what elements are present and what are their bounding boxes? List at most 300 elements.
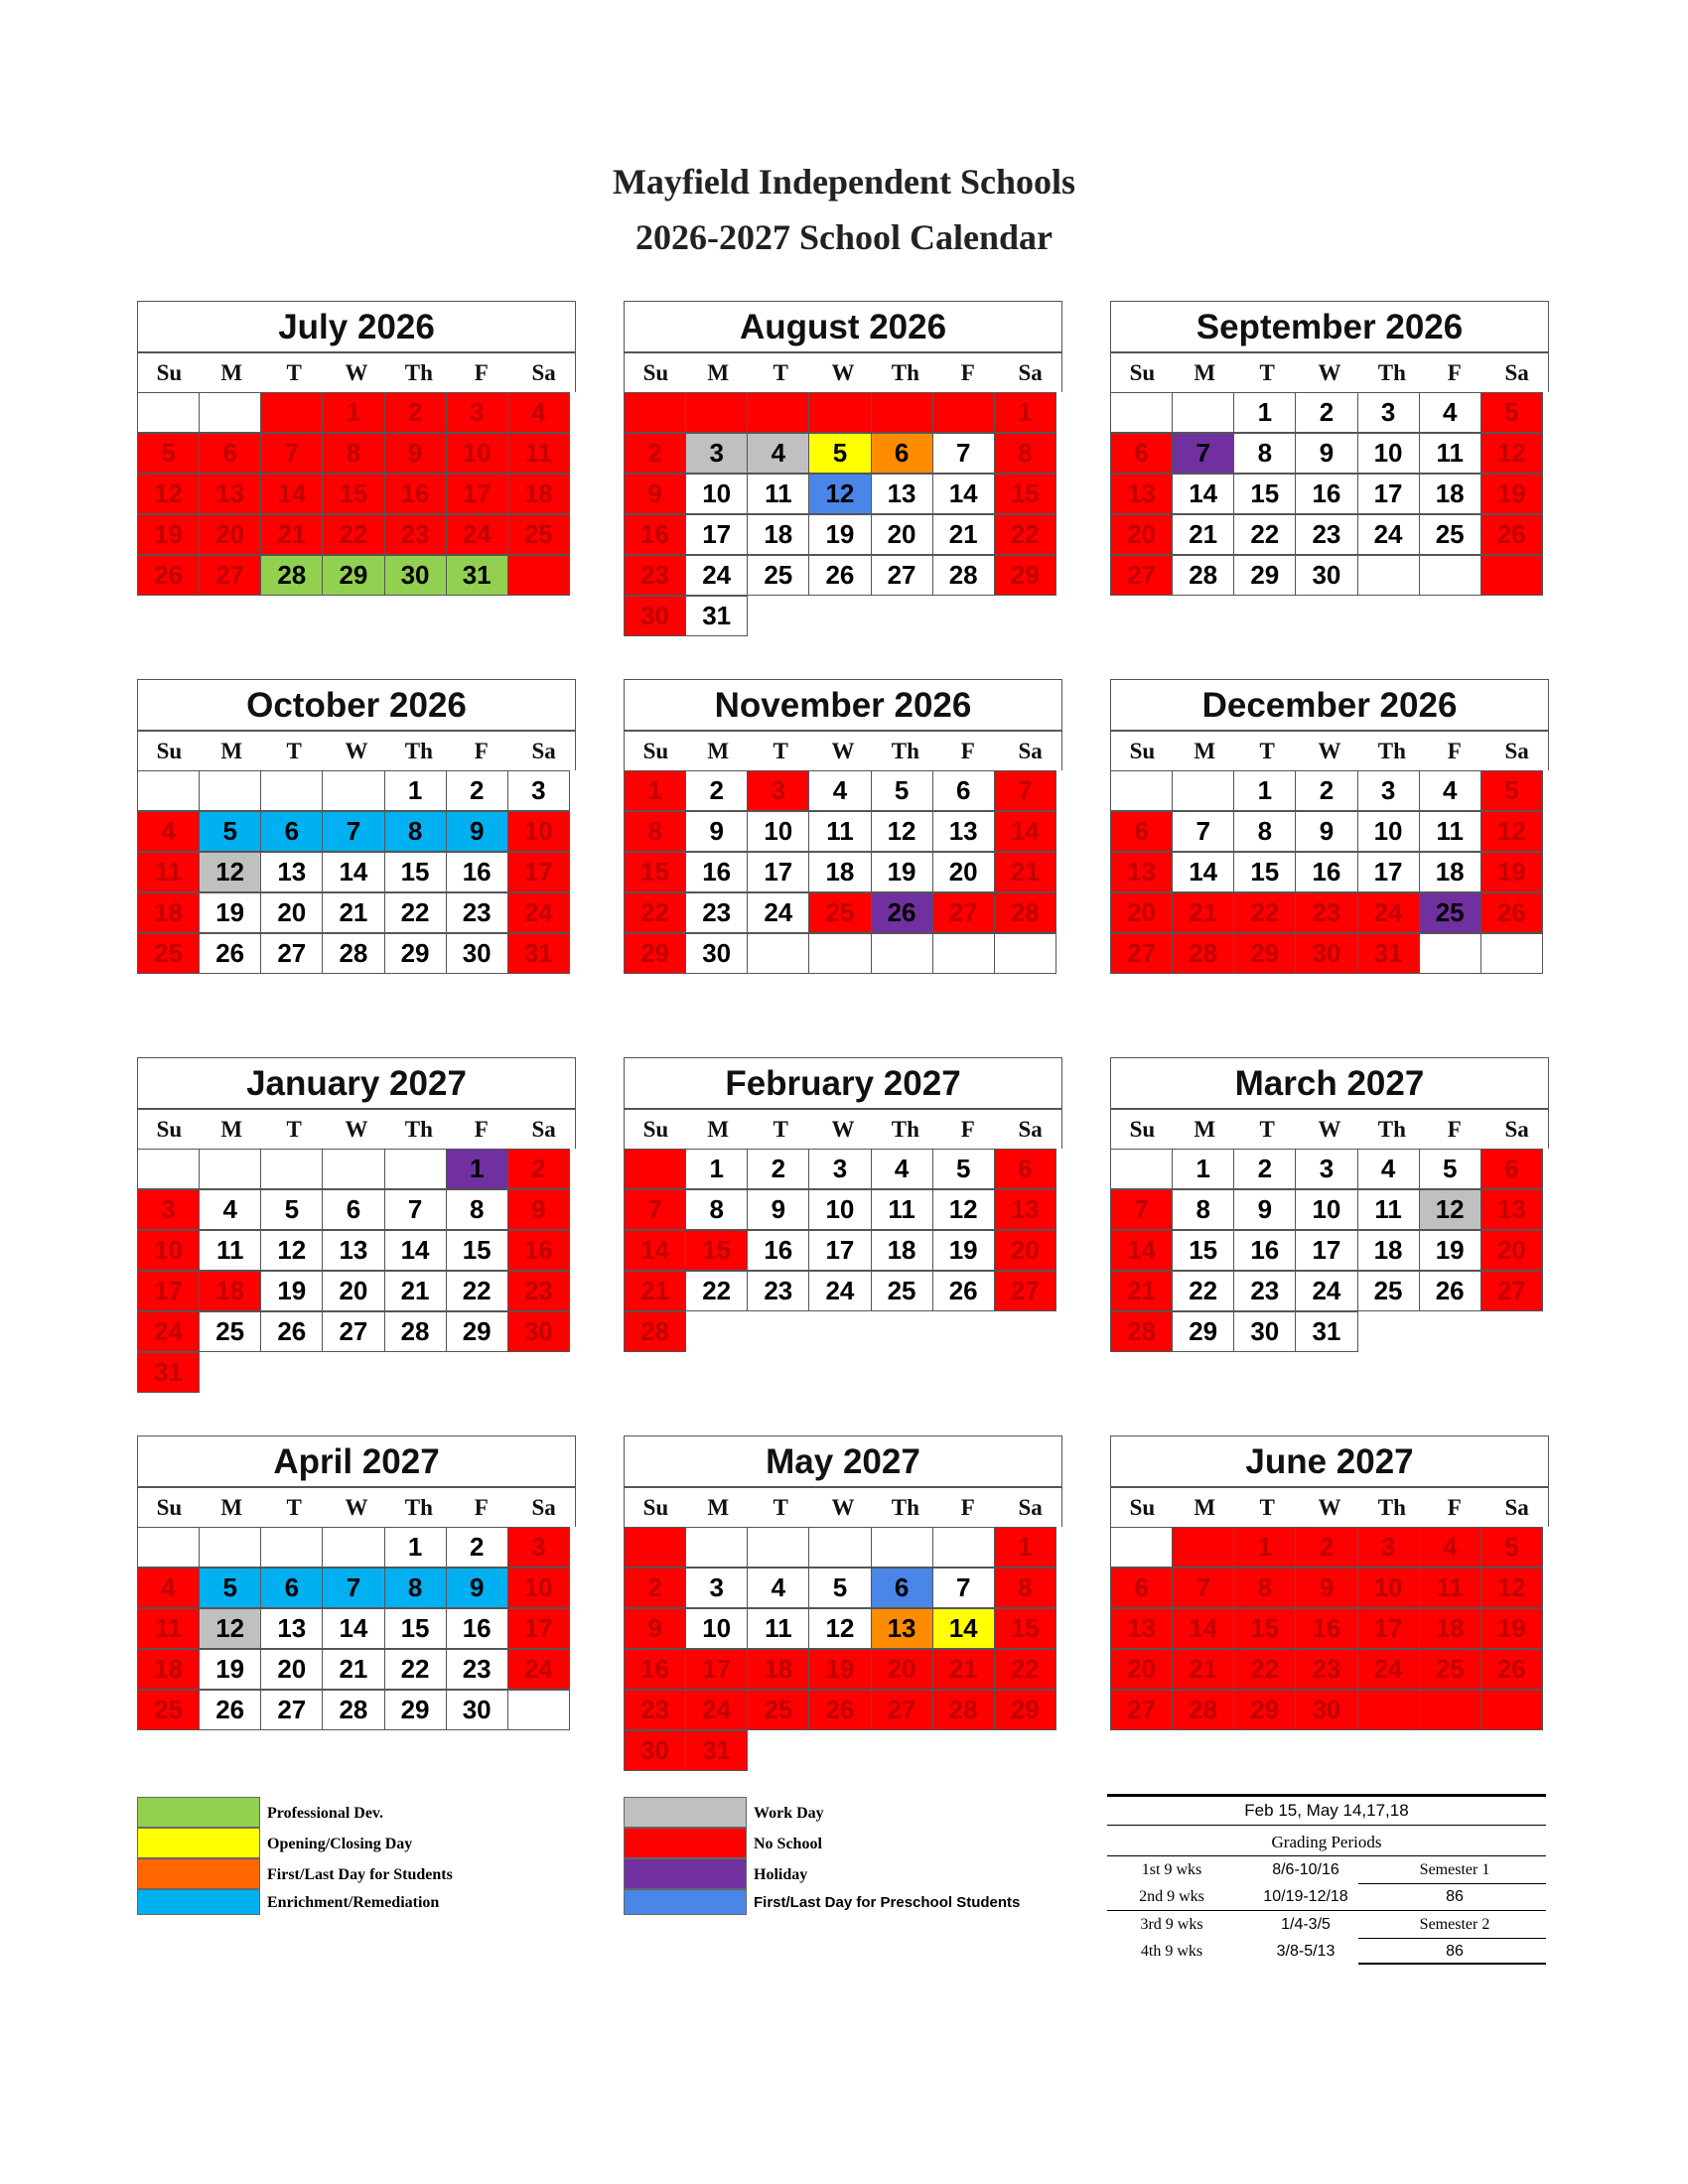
day-cell: 2 <box>685 770 748 811</box>
weekday-label: Th <box>1377 739 1406 763</box>
day-cell: 1 <box>994 1527 1056 1568</box>
day-cell: 31 <box>446 555 508 596</box>
day-cell: 2 <box>624 1568 686 1608</box>
day-cell: 23 <box>446 1649 508 1690</box>
day-cell: 21 <box>1172 1649 1234 1690</box>
day-cell: 1 <box>322 392 384 433</box>
day-cell: 2 <box>446 770 508 811</box>
semester-days: 86 <box>1446 1943 1464 1960</box>
day-cell: 7 <box>932 433 995 474</box>
day-cell: 23 <box>624 1690 686 1730</box>
day-cell: 1 <box>624 770 686 811</box>
day-cell: 1 <box>384 1527 447 1568</box>
day-cell <box>322 1149 384 1189</box>
weekday-label: Su <box>642 1117 669 1142</box>
day-cell: 6 <box>871 433 933 474</box>
day-cell: 28 <box>932 1690 995 1730</box>
day-cell: 22 <box>322 514 384 555</box>
day-cell: 23 <box>624 555 686 596</box>
weekday-label: F <box>960 1117 975 1142</box>
weekday-label: Th <box>404 1117 433 1142</box>
day-cell: 19 <box>1419 1230 1481 1271</box>
week-row <box>1110 1189 1549 1230</box>
weekday-label: F <box>1447 360 1462 385</box>
weekday-label: F <box>474 360 489 385</box>
day-cell: 21 <box>384 1271 447 1311</box>
day-cell <box>507 555 570 596</box>
makeup-days: Feb 15, May 14,17,18 <box>1107 1794 1546 1826</box>
day-cell: 25 <box>871 1271 933 1311</box>
empty-space <box>932 1311 995 1352</box>
day-cell: 9 <box>1295 433 1357 474</box>
day-cell <box>871 1527 933 1568</box>
month-title: September 2026 <box>1110 301 1549 352</box>
day-cell <box>747 392 809 433</box>
empty-space <box>747 1730 809 1771</box>
day-cell: 13 <box>199 474 261 514</box>
week-row <box>137 433 576 474</box>
weekday-label: Th <box>891 1117 919 1142</box>
day-cell <box>1480 933 1543 974</box>
day-cell: 3 <box>1357 770 1420 811</box>
day-cell: 16 <box>446 1608 508 1649</box>
day-cell <box>747 933 809 974</box>
day-cell <box>808 392 871 433</box>
day-cell: 7 <box>322 1568 384 1608</box>
empty-space <box>994 1730 1056 1771</box>
weekday-label: Su <box>642 739 669 763</box>
week-row <box>624 433 1062 474</box>
weekday-header <box>137 1109 576 1149</box>
day-cell: 27 <box>260 933 323 974</box>
day-cell: 26 <box>260 1311 323 1352</box>
day-cell <box>1480 555 1543 596</box>
legend-swatch <box>137 1828 260 1858</box>
day-cell: 6 <box>260 811 323 852</box>
day-cell: 30 <box>507 1311 570 1352</box>
weekday-label: Th <box>404 360 433 385</box>
weekday-label: W <box>345 360 368 385</box>
day-cell: 23 <box>747 1271 809 1311</box>
weekday-label: W <box>831 1117 855 1142</box>
legend-swatch <box>624 1889 747 1915</box>
day-cell: 8 <box>1172 1189 1234 1230</box>
day-cell: 12 <box>260 1230 323 1271</box>
day-cell: 15 <box>1172 1230 1234 1271</box>
day-cell <box>808 1527 871 1568</box>
day-cell: 23 <box>685 892 748 933</box>
weekday-label: W <box>1318 360 1341 385</box>
month-block <box>1110 1435 1549 1730</box>
day-cell: 9 <box>685 811 748 852</box>
day-cell <box>871 933 933 974</box>
day-cell: 8 <box>1233 1568 1296 1608</box>
day-cell: 17 <box>685 514 748 555</box>
day-cell: 16 <box>1295 474 1357 514</box>
weekday-label: Th <box>1377 1495 1406 1520</box>
month-title: October 2026 <box>137 679 576 731</box>
weekday-label: Sa <box>1018 360 1043 385</box>
grading-title: Grading Periods <box>1107 1826 1546 1856</box>
day-cell: 15 <box>1233 474 1296 514</box>
weekday-label: M <box>707 1117 730 1142</box>
day-cell: 26 <box>199 1690 261 1730</box>
weekday-label: M <box>220 739 243 763</box>
day-cell <box>1110 392 1173 433</box>
day-cell: 19 <box>1480 474 1543 514</box>
grading-row <box>1107 1883 1546 1910</box>
day-cell: 11 <box>1419 433 1481 474</box>
empty-space <box>932 596 995 636</box>
grading-row <box>1107 1910 1546 1938</box>
day-cell: 1 <box>1233 1527 1296 1568</box>
day-cell: 6 <box>871 1568 933 1608</box>
day-cell: 17 <box>507 1608 570 1649</box>
week-row <box>624 1311 1062 1352</box>
day-cell: 12 <box>199 1608 261 1649</box>
day-cell: 27 <box>932 892 995 933</box>
day-cell <box>260 392 323 433</box>
weekday-label: W <box>345 1117 368 1142</box>
day-cell: 25 <box>137 933 200 974</box>
weekday-label: T <box>1259 1495 1275 1520</box>
empty-space <box>446 1352 508 1393</box>
day-cell <box>932 392 995 433</box>
day-cell: 27 <box>199 555 261 596</box>
day-cell: 10 <box>685 474 748 514</box>
day-cell: 14 <box>1172 474 1234 514</box>
day-cell <box>994 933 1056 974</box>
day-cell: 8 <box>384 1568 447 1608</box>
day-cell: 13 <box>260 852 323 892</box>
day-cell: 11 <box>1357 1189 1420 1230</box>
legend-label: No School <box>754 1836 822 1852</box>
weekday-label: T <box>773 739 788 763</box>
month-block <box>1110 1057 1549 1352</box>
day-cell: 28 <box>1172 1690 1234 1730</box>
day-cell: 24 <box>507 892 570 933</box>
day-cell: 11 <box>1419 811 1481 852</box>
weekday-label: Th <box>404 739 433 763</box>
day-cell: 22 <box>1233 514 1296 555</box>
day-cell: 5 <box>137 433 200 474</box>
day-cell: 8 <box>322 433 384 474</box>
day-cell: 15 <box>1233 1608 1296 1649</box>
legend-swatch <box>624 1828 747 1858</box>
weekday-label: M <box>1194 1495 1216 1520</box>
week-row <box>624 770 1062 811</box>
day-cell: 7 <box>1172 433 1234 474</box>
day-cell: 22 <box>1233 892 1296 933</box>
divider <box>1358 1963 1546 1965</box>
day-cell: 14 <box>1172 852 1234 892</box>
day-cell: 23 <box>384 514 447 555</box>
month-title: November 2026 <box>624 679 1062 731</box>
day-cell: 14 <box>932 474 995 514</box>
week-row <box>624 1230 1062 1271</box>
day-cell: 4 <box>808 770 871 811</box>
day-cell: 14 <box>994 811 1056 852</box>
day-cell: 20 <box>871 514 933 555</box>
day-cell <box>199 1527 261 1568</box>
day-cell: 8 <box>446 1189 508 1230</box>
weekday-label: T <box>1259 739 1275 763</box>
weekday-label: M <box>220 1495 243 1520</box>
day-cell: 18 <box>808 852 871 892</box>
weekday-label: Su <box>1129 739 1156 763</box>
weekday-label: Su <box>1129 1117 1156 1142</box>
day-cell: 31 <box>685 596 748 636</box>
day-cell: 17 <box>137 1271 200 1311</box>
day-cell: 21 <box>1172 514 1234 555</box>
weekday-label: T <box>286 360 302 385</box>
calendar-grid <box>137 301 1551 1765</box>
empty-space <box>199 1352 261 1393</box>
day-cell: 30 <box>1233 1311 1296 1352</box>
day-cell: 3 <box>507 770 570 811</box>
day-cell: 20 <box>322 1271 384 1311</box>
week-row <box>624 1271 1062 1311</box>
day-cell: 27 <box>1110 933 1173 974</box>
day-cell: 29 <box>624 933 686 974</box>
week-row <box>137 1568 576 1608</box>
grading-row <box>1107 1938 1546 1965</box>
day-cell: 10 <box>137 1230 200 1271</box>
day-cell: 5 <box>808 433 871 474</box>
week-row <box>1110 1271 1549 1311</box>
week-row <box>624 852 1062 892</box>
day-cell: 10 <box>507 811 570 852</box>
weekday-label: T <box>1259 360 1275 385</box>
month-title: August 2026 <box>624 301 1062 352</box>
day-cell: 3 <box>747 770 809 811</box>
day-cell: 13 <box>932 811 995 852</box>
day-cell: 11 <box>137 852 200 892</box>
day-cell: 18 <box>1357 1230 1420 1271</box>
week-row <box>137 1271 576 1311</box>
day-cell <box>1172 1527 1234 1568</box>
day-cell: 9 <box>446 811 508 852</box>
day-cell: 27 <box>260 1690 323 1730</box>
week-row <box>1110 474 1549 514</box>
weekday-header <box>624 352 1062 392</box>
month-block <box>624 1057 1062 1352</box>
week-row <box>137 474 576 514</box>
day-cell: 14 <box>1172 1608 1234 1649</box>
day-cell: 28 <box>322 1690 384 1730</box>
week-row <box>1110 555 1549 596</box>
day-cell: 28 <box>322 933 384 974</box>
school-name: Mayfield Independent Schools <box>612 162 1076 202</box>
day-cell: 18 <box>1419 474 1481 514</box>
calendar-title: 2026-2027 School Calendar <box>634 217 1053 257</box>
day-cell: 21 <box>932 1649 995 1690</box>
weekday-label: T <box>1259 1117 1275 1142</box>
day-cell: 4 <box>1419 770 1481 811</box>
day-cell: 24 <box>1295 1271 1357 1311</box>
day-cell: 24 <box>507 1649 570 1690</box>
weekday-label: F <box>960 739 975 763</box>
weekday-label: Th <box>891 360 919 385</box>
day-cell: 10 <box>1295 1189 1357 1230</box>
day-cell: 10 <box>685 1608 748 1649</box>
day-cell: 4 <box>1357 1149 1420 1189</box>
week-row <box>624 392 1062 433</box>
weekday-label: T <box>773 1117 788 1142</box>
day-cell: 24 <box>1357 1649 1420 1690</box>
month-title: April 2027 <box>137 1435 576 1487</box>
day-cell: 1 <box>994 392 1056 433</box>
day-cell: 6 <box>1110 1568 1173 1608</box>
day-cell: 2 <box>507 1149 570 1189</box>
grading-row <box>1107 1856 1546 1883</box>
day-cell <box>624 1527 686 1568</box>
day-cell: 27 <box>871 1690 933 1730</box>
weekday-label: W <box>1318 1117 1341 1142</box>
day-cell: 30 <box>624 596 686 636</box>
day-cell: 25 <box>1419 514 1481 555</box>
day-cell: 4 <box>507 392 570 433</box>
day-cell <box>685 392 748 433</box>
day-cell: 20 <box>871 1649 933 1690</box>
day-cell: 14 <box>1110 1230 1173 1271</box>
day-cell: 17 <box>1357 852 1420 892</box>
day-cell: 17 <box>1295 1230 1357 1271</box>
week-row <box>1110 1568 1549 1608</box>
day-cell: 13 <box>1480 1189 1543 1230</box>
day-cell <box>932 1527 995 1568</box>
day-cell: 16 <box>747 1230 809 1271</box>
weekday-header <box>137 731 576 770</box>
day-cell: 9 <box>624 1608 686 1649</box>
weekday-label: F <box>1447 1495 1462 1520</box>
day-cell: 16 <box>624 1649 686 1690</box>
day-cell <box>260 1527 323 1568</box>
day-cell: 5 <box>1419 1149 1481 1189</box>
day-cell <box>1480 1690 1543 1730</box>
day-cell: 20 <box>260 1649 323 1690</box>
day-cell <box>199 1149 261 1189</box>
day-cell <box>624 392 686 433</box>
day-cell: 12 <box>1480 811 1543 852</box>
month-block <box>137 1435 576 1730</box>
day-cell: 26 <box>137 555 200 596</box>
day-cell: 25 <box>199 1311 261 1352</box>
weekday-label: W <box>831 739 855 763</box>
day-cell: 20 <box>1110 1649 1173 1690</box>
legend-label: First/Last Day for Students <box>267 1866 453 1883</box>
day-cell: 9 <box>446 1568 508 1608</box>
day-cell: 28 <box>384 1311 447 1352</box>
day-cell: 25 <box>1419 892 1481 933</box>
day-cell <box>1357 1690 1420 1730</box>
day-cell: 21 <box>1110 1271 1173 1311</box>
month-block <box>1110 301 1549 596</box>
day-cell: 22 <box>384 892 447 933</box>
day-cell: 23 <box>1295 1649 1357 1690</box>
week-row <box>624 933 1062 974</box>
month-block <box>137 679 576 974</box>
empty-space <box>747 596 809 636</box>
day-cell: 17 <box>1357 1608 1420 1649</box>
day-cell: 1 <box>384 770 447 811</box>
weekday-label: W <box>1318 1495 1341 1520</box>
week-row <box>137 933 576 974</box>
page-header <box>0 154 1688 265</box>
day-cell: 19 <box>1480 1608 1543 1649</box>
empty-space <box>322 1352 384 1393</box>
day-cell: 4 <box>137 811 200 852</box>
day-cell: 12 <box>932 1189 995 1230</box>
day-cell: 12 <box>808 474 871 514</box>
empty-space <box>871 1311 933 1352</box>
day-cell: 26 <box>871 892 933 933</box>
day-cell: 19 <box>808 1649 871 1690</box>
week-row <box>1110 1649 1549 1690</box>
day-cell: 18 <box>747 1649 809 1690</box>
week-row <box>624 811 1062 852</box>
day-cell: 12 <box>871 811 933 852</box>
month-block <box>624 301 1062 636</box>
week-row <box>137 1527 576 1568</box>
day-cell: 13 <box>994 1189 1056 1230</box>
day-cell <box>1172 392 1234 433</box>
week-row <box>624 1730 1062 1771</box>
day-cell: 18 <box>871 1230 933 1271</box>
weekday-label: Th <box>404 1495 433 1520</box>
day-cell <box>1110 1527 1173 1568</box>
day-cell: 2 <box>747 1149 809 1189</box>
day-cell: 4 <box>1419 1527 1481 1568</box>
day-cell: 8 <box>994 433 1056 474</box>
weekday-label: W <box>1318 739 1341 763</box>
day-cell: 10 <box>747 811 809 852</box>
day-cell: 19 <box>871 852 933 892</box>
weekday-label: Th <box>1377 360 1406 385</box>
day-cell: 28 <box>260 555 323 596</box>
day-cell: 11 <box>137 1608 200 1649</box>
day-cell: 6 <box>1480 1149 1543 1189</box>
day-cell: 19 <box>932 1230 995 1271</box>
day-cell: 28 <box>624 1311 686 1352</box>
day-cell: 20 <box>1110 892 1173 933</box>
weekday-label: Su <box>156 360 183 385</box>
day-cell: 4 <box>137 1568 200 1608</box>
day-cell: 3 <box>808 1149 871 1189</box>
day-cell: 29 <box>446 1311 508 1352</box>
day-cell <box>1357 555 1420 596</box>
day-cell: 16 <box>624 514 686 555</box>
day-cell: 15 <box>384 852 447 892</box>
day-cell <box>137 392 200 433</box>
week-row <box>137 1690 576 1730</box>
day-cell: 9 <box>624 474 686 514</box>
day-cell: 12 <box>1480 433 1543 474</box>
day-cell: 5 <box>1480 770 1543 811</box>
day-cell: 13 <box>260 1608 323 1649</box>
weekday-header <box>1110 1487 1549 1527</box>
day-cell: 16 <box>507 1230 570 1271</box>
week-row <box>1110 1527 1549 1568</box>
day-cell: 17 <box>685 1649 748 1690</box>
day-cell: 7 <box>384 1189 447 1230</box>
grading-period-dates: 8/6-10/16 <box>1272 1861 1339 1878</box>
day-cell: 30 <box>1295 1690 1357 1730</box>
weekday-label: Su <box>156 1495 183 1520</box>
day-cell: 22 <box>624 892 686 933</box>
day-cell <box>384 1149 447 1189</box>
weekday-label: Sa <box>1504 1117 1529 1142</box>
